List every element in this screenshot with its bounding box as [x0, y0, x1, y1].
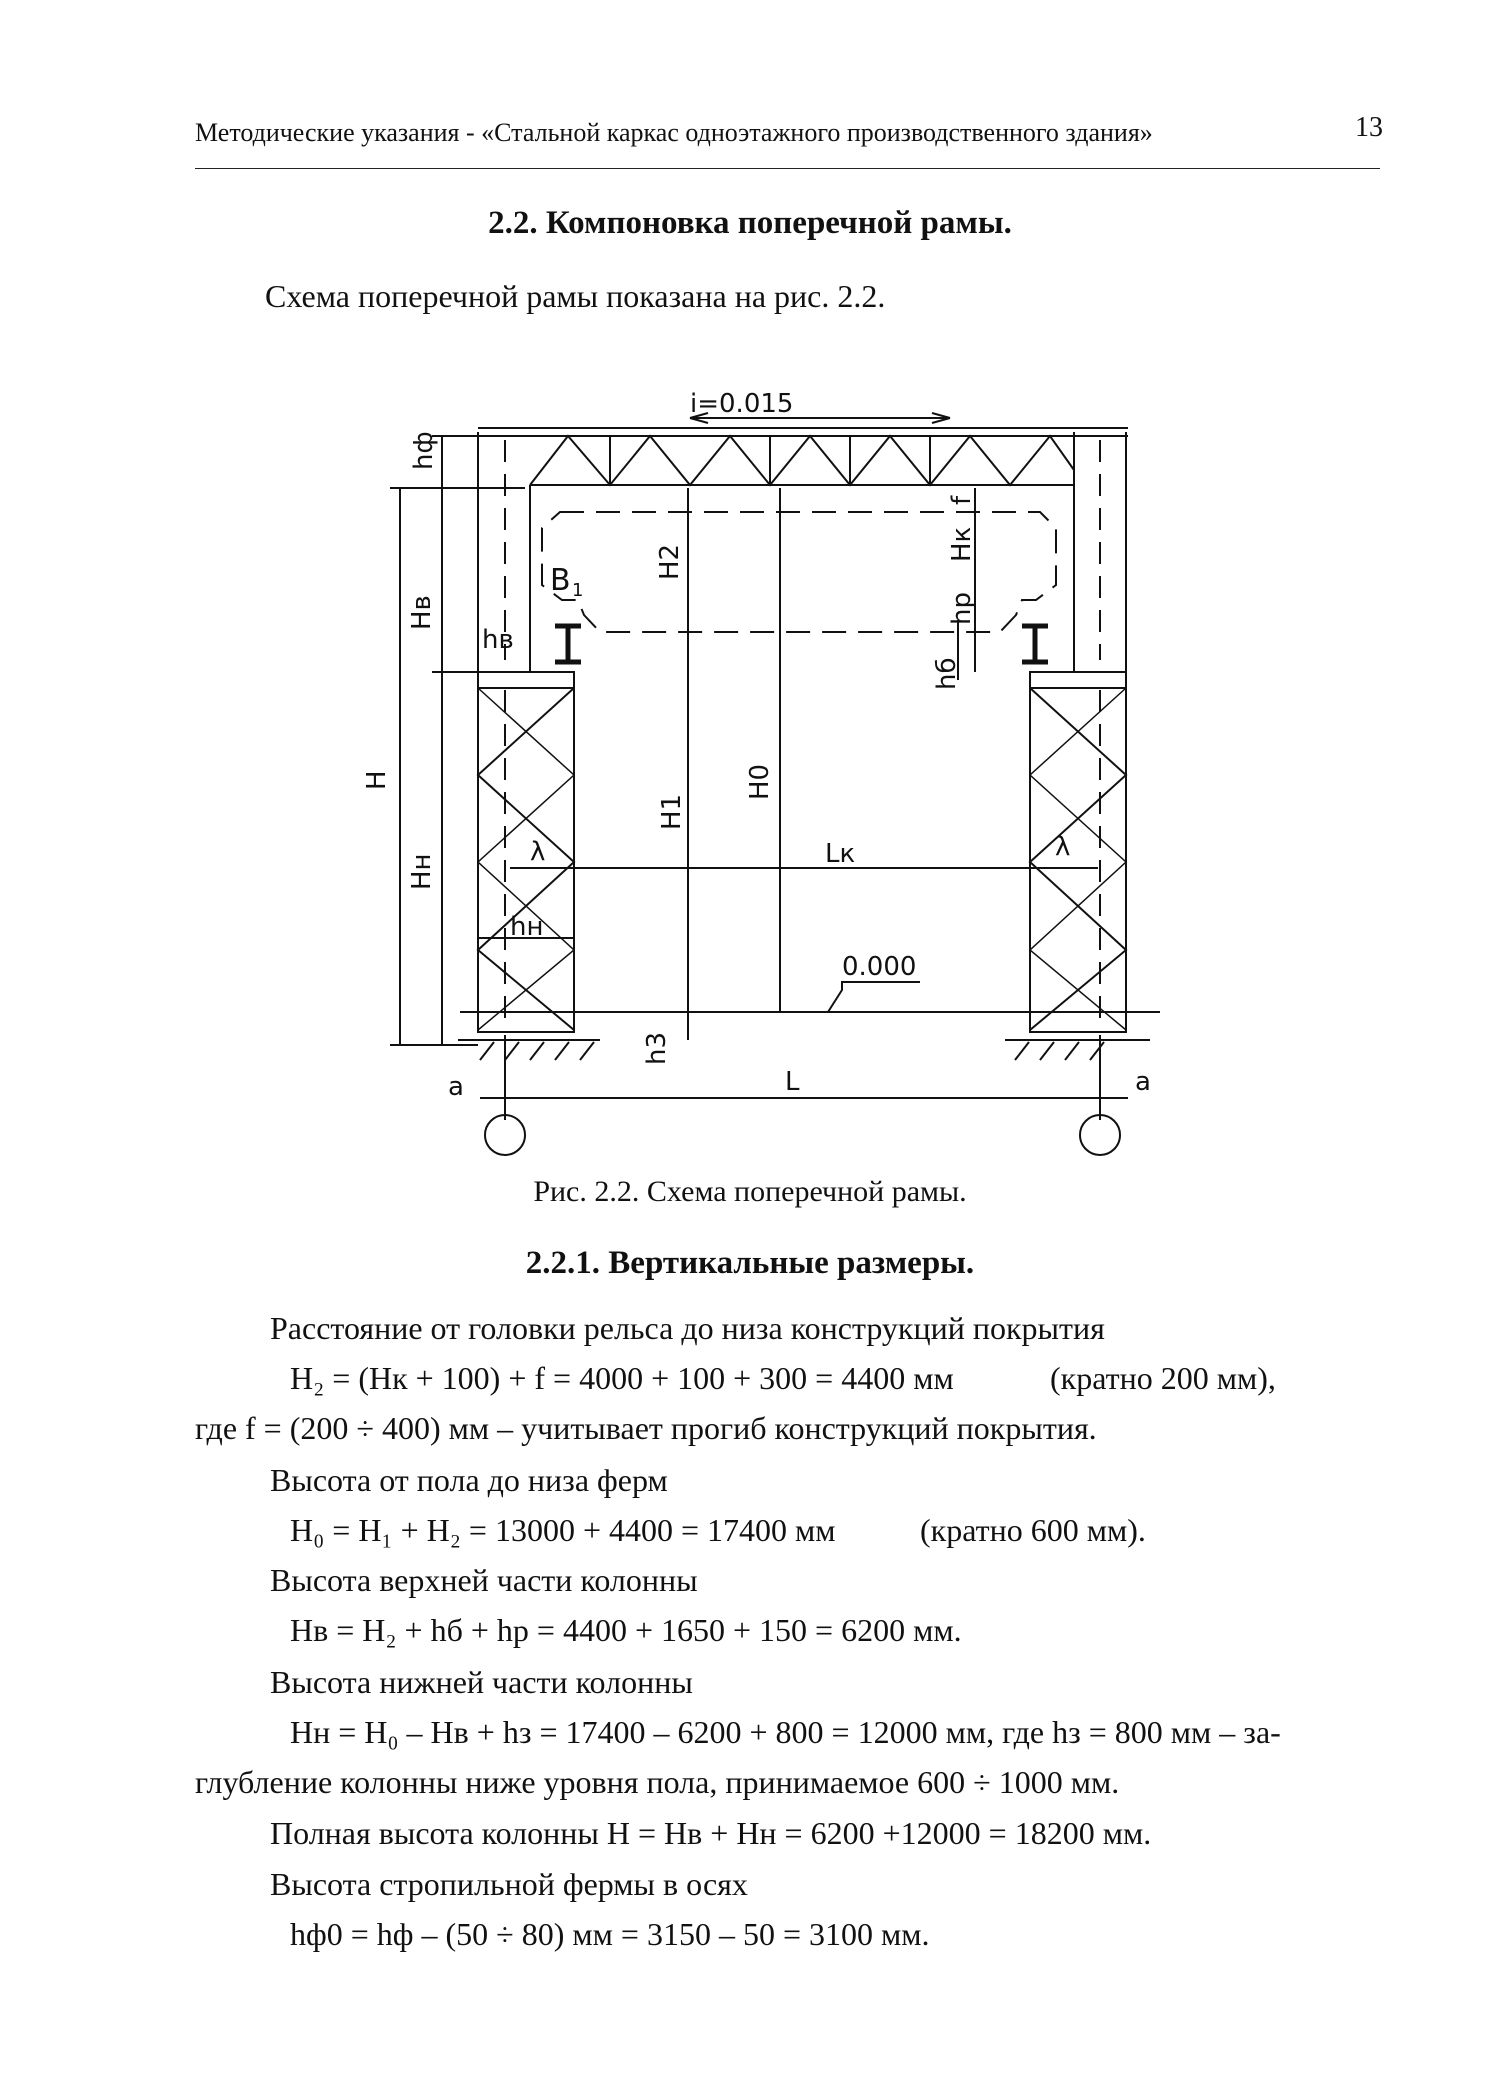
paragraph-1: Расстояние от головки рельса до низа конструкций покрытия [270, 1310, 1105, 1346]
equation-hn: Hн = H₀ – Hв + hз = 17400 – 6200 + 800 = 12000 мм, где hз = 800 мм – за- [290, 1714, 1281, 1750]
hk-label: Hк [947, 526, 977, 562]
h3-label: h3 [642, 1031, 672, 1065]
paragraph-6: глубление колонны ниже уровня пола, принимаемое 600 ÷ 1000 мм. [195, 1764, 1120, 1800]
f-label: f [947, 495, 977, 505]
lambda-right-label: λ [1055, 832, 1071, 862]
hv-label: Нв [407, 595, 437, 630]
lk-label: Lк [825, 839, 856, 869]
equation-h0-note: (кратно 600 мм). [920, 1512, 1146, 1548]
hn-small-label: hн [510, 912, 544, 942]
h2-label: H2 [655, 543, 685, 580]
page-number: 13 [1355, 112, 1383, 143]
slope-label: i=0.015 [690, 389, 794, 419]
paragraph-8: Высота стропильной фермы в осях [270, 1866, 748, 1902]
hv-small-label: hв [482, 625, 514, 655]
figure-caption: Рис. 2.2. Схема поперечной рамы. [533, 1175, 967, 1208]
subsection-title: 2.2.1. Вертикальные размеры. [525, 1245, 975, 1281]
equation-h2-note: (кратно 200 мм), [1050, 1360, 1276, 1396]
equation-h0: H₀ = H₁ + H₂ = 13000 + 4400 = 17400 мм [290, 1512, 836, 1548]
paragraph-4: Высота верхней части колонны [270, 1562, 698, 1598]
a-left-label: a [448, 1072, 464, 1102]
section-title: 2.2. Компоновка поперечной рамы. [488, 205, 1012, 241]
span-label: L [785, 1067, 800, 1097]
h1-label: H1 [657, 793, 687, 830]
paragraph-2: где f = (200 ÷ 400) мм – учитывает прогиб конструкций покрытия. [195, 1410, 1097, 1446]
running-header: Методические указания - «Стальной каркас одноэтажного производственного здания» [195, 118, 1153, 147]
lambda-left-label: λ [530, 837, 546, 867]
paragraph-5: Высота нижней части колонны [270, 1664, 693, 1700]
hb-label: hб [932, 657, 962, 690]
equation-h2: H₂ = (Hк + 100) + f = 4000 + 100 + 300 = 4400 мм [290, 1360, 954, 1396]
equation-hv: Hв = H₂ + hб + hр = 4400 + 1650 + 150 = 6200 мм. [290, 1612, 962, 1648]
a-right-label: a [1135, 1067, 1151, 1097]
b1-sub-label: 1 [572, 580, 584, 601]
h-label: Н [362, 770, 392, 790]
b1-label: B [550, 563, 571, 598]
hf-label: hф [409, 431, 439, 470]
paragraph-3: Высота от пола до низа ферм [270, 1462, 668, 1498]
paragraph-7: Полная высота колонны H = Hв + Hн = 6200 +12000 = 18200 мм. [270, 1815, 1152, 1851]
section-intro: Схема поперечной рамы показана на рис. 2.2. [265, 278, 886, 314]
hp-label: hр [947, 592, 977, 625]
hn-label: Нн [407, 853, 437, 890]
equation-hf0: hф0 = hф – (50 ÷ 80) мм = 3150 – 50 = 3100 мм. [290, 1916, 930, 1952]
h0-label: H0 [745, 763, 775, 800]
zero-label: 0.000 [842, 952, 917, 982]
